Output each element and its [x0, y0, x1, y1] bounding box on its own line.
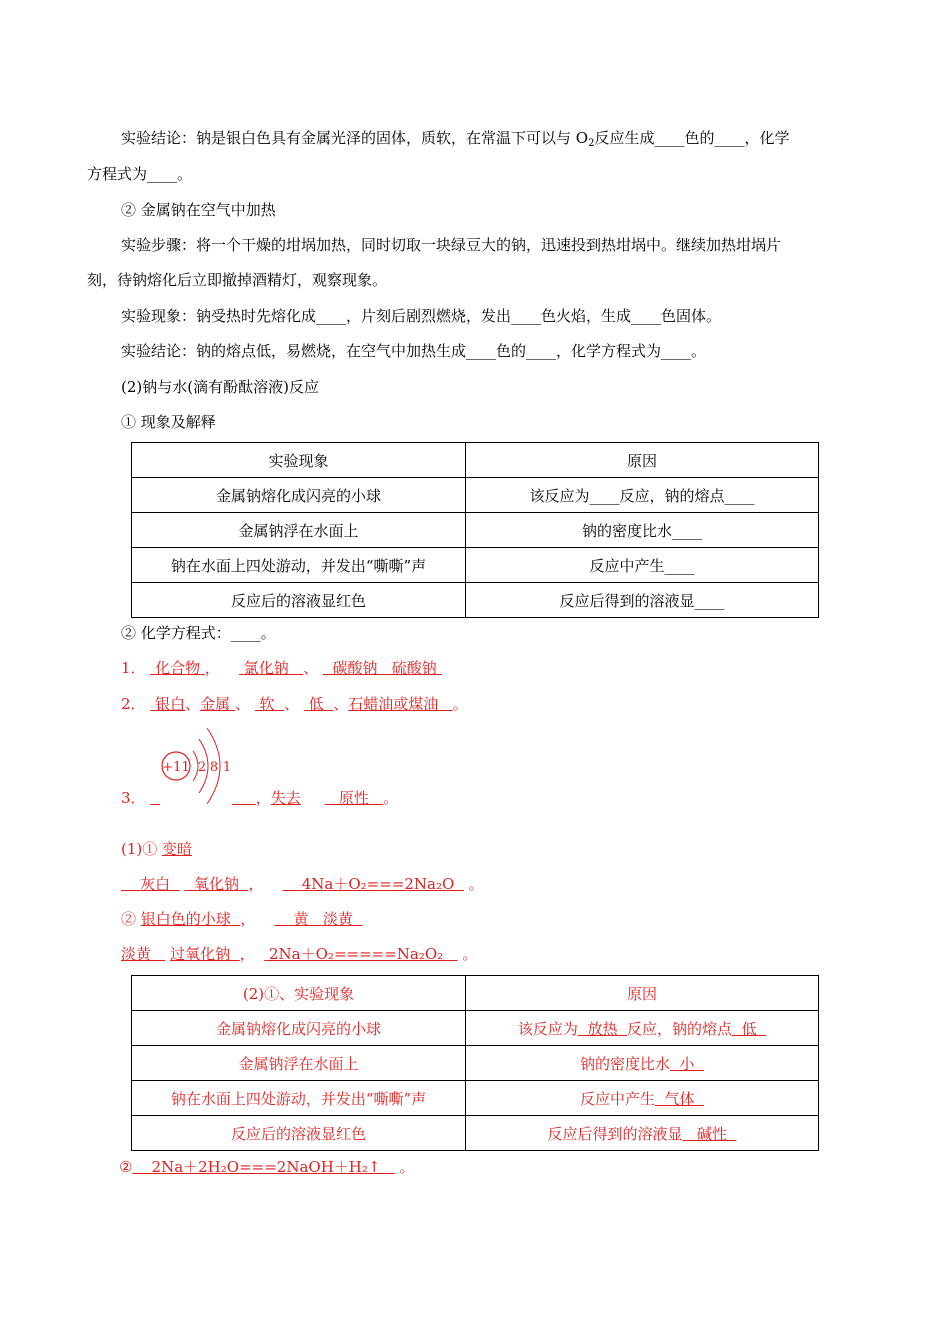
- nucleus-charge: +11: [162, 760, 190, 775]
- table-row: 钠在水面上四处游动，并发出“嘶嘶”声 反应中产生____: [132, 548, 819, 583]
- table-header-row: 实验现象 原因: [132, 443, 819, 478]
- answer-6: ② 银白色的小球 ， 黄 淡黄: [121, 910, 353, 928]
- conclusion-heating-line: 实验结论：钠的熔点低，易燃烧，在空气中加热生成____色的____，化学方程式为____。: [121, 342, 707, 360]
- answer-table: [131, 975, 819, 1151]
- table-row: 反应后的溶液显红色 反应后得到的溶液显 碱性: [132, 1116, 819, 1151]
- section-water: (2)钠与水(滴有酚酞溶液)反应: [121, 378, 319, 396]
- shell-1-count: 2: [197, 760, 207, 775]
- conclusion-line-2: 方程式为____。: [87, 165, 193, 183]
- answer-4: (1)① 变暗: [121, 840, 193, 858]
- answer-1: 1． 化合物 ， 氯化钠 、 碳酸钠 硫酸钠: [121, 659, 437, 677]
- steps-line-1: 实验步骤：将一个干燥的坩埚加热，同时切取一块绿豆大的钠，迅速投到热坩埚中。继续加热坩埚片: [121, 236, 782, 254]
- shell-2-count: 8: [209, 760, 219, 775]
- table-row: 金属钠浮在水面上 钠的密度比水 小: [132, 1046, 819, 1081]
- phenomenon-line: 实验现象：钠受热时先熔化成____，片刻后剧烈燃烧，发出____色火焰，生成____色固体。: [121, 307, 722, 325]
- conclusion-line-1: 实验结论：钠是银白色具有金属光泽的固体，质软，在常温下可以与 $O_2$反应生成____色的____，化学: [121, 129, 790, 149]
- table-row: 金属钠浮在水面上 钠的密度比水____: [132, 513, 819, 548]
- table-row: 钠在水面上四处游动，并发出“嘶嘶”声 反应中产生 气体: [132, 1081, 819, 1116]
- table-row: 金属钠熔化成闪亮的小球 该反应为 放热 反应，钠的熔点 低: [132, 1011, 819, 1046]
- answer-3: 3． ，失去 原性 。: [121, 789, 399, 807]
- answer-7: 淡黄 过氧化钠 ， 2Na＋O₂=====Na₂O₂ 。: [121, 945, 478, 963]
- table-row: 金属钠熔化成闪亮的小球 该反应为____反应，钠的熔点____: [132, 478, 819, 513]
- steps-line-2: 刻，待钠熔化后立即撤掉酒精灯，观察现象。: [87, 271, 388, 289]
- answer-5: 灰白 氧化钠 ， 4Na＋O₂===2Na₂O 。: [140, 875, 484, 893]
- answer-8: ② 2Na＋2H₂O===2NaOH＋H₂↑ 。: [119, 1158, 415, 1176]
- equation-prompt: ② 化学方程式：____。: [121, 624, 276, 642]
- section-explanation: ① 现象及解释: [121, 413, 216, 431]
- table-row: 反应后的溶液显红色 反应后得到的溶液显____: [132, 583, 819, 618]
- table-header-row: (2)①、实验现象 原因: [132, 976, 819, 1011]
- answer-2: 2． 银白、金属 、 软 、 低 、石蜡油或煤油 。: [121, 695, 468, 713]
- question-table: [131, 442, 819, 618]
- section-heating: ② 金属钠在空气中加热: [121, 201, 276, 219]
- shell-3-count: 1: [222, 760, 232, 775]
